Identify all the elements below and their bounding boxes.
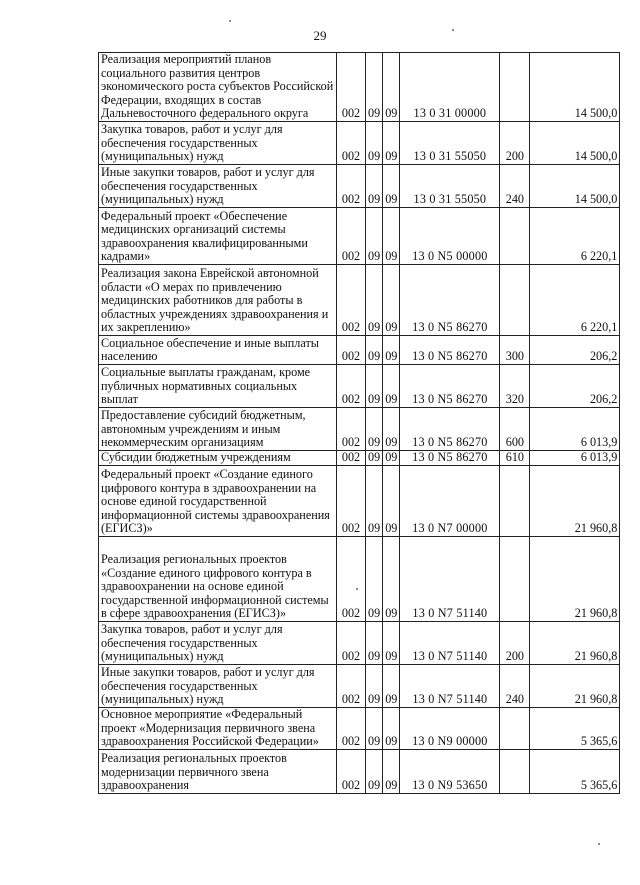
row-subsection-cell: 09: [383, 536, 400, 621]
row-name-cell: Закупка товаров, работ и услуг для обеспечения государственных (муниципальных) нужд: [99, 621, 337, 664]
row-subsection-cell: 09: [383, 121, 400, 164]
scan-speck: [598, 843, 600, 845]
row-name-cell: Реализация региональных проектов «Создание единого цифрового контура в здравоохранении на основе единой государственной информационной системы в сфере здравоохранения (ЕГИСЗ)»: [99, 536, 337, 621]
table-row: [99, 536, 620, 621]
table-row: [99, 164, 620, 207]
row-subsection-cell: 09: [383, 749, 400, 793]
row-amount-cell: 206,2: [530, 364, 620, 407]
row-expense-type-cell: [500, 264, 530, 335]
row-expense-type-cell: 200: [500, 121, 530, 164]
row-grbs-cell: 002: [337, 450, 366, 465]
row-section-cell: 09: [366, 536, 383, 621]
row-subsection-cell: 09: [383, 53, 400, 122]
row-amount-cell: 5 365,6: [530, 707, 620, 749]
row-subsection-cell: 09: [383, 664, 400, 707]
row-name-cell: Закупка товаров, работ и услуг для обеспечения государственных (муниципальных) нужд: [99, 121, 337, 164]
row-target-article-cell: 13 0 N5 86270: [400, 264, 500, 335]
row-grbs-cell: 002: [337, 407, 366, 450]
budget-table: [98, 52, 620, 794]
row-amount-cell: 21 960,8: [530, 621, 620, 664]
row-subsection-cell: 09: [383, 621, 400, 664]
row-section-cell: 09: [366, 450, 383, 465]
row-subsection-cell: 09: [383, 364, 400, 407]
row-name-cell: Социальное обеспечение и иные выплаты населению: [99, 335, 337, 364]
row-name-cell: Реализация региональных проектов модернизации первичного звена здравоохранения: [99, 749, 337, 793]
row-section-cell: 09: [366, 621, 383, 664]
row-amount-cell: 206,2: [530, 335, 620, 364]
row-name-cell: Предоставление субсидий бюджетным, автономным учреждениям и иным некоммерческим организациям: [99, 407, 337, 450]
row-target-article-cell: 13 0 N5 86270: [400, 335, 500, 364]
row-expense-type-cell: 600: [500, 407, 530, 450]
row-expense-type-cell: 240: [500, 164, 530, 207]
row-grbs-cell: 002: [337, 465, 366, 536]
page-number: 29: [313, 28, 327, 43]
table-row: [99, 407, 620, 450]
row-expense-type-cell: 610: [500, 450, 530, 465]
row-amount-cell: 21 960,8: [530, 465, 620, 536]
row-grbs-cell: 002: [337, 264, 366, 335]
row-section-cell: 09: [366, 335, 383, 364]
row-target-article-cell: 13 0 N5 00000: [400, 207, 500, 264]
table-row: [99, 121, 620, 164]
row-amount-cell: 21 960,8: [530, 664, 620, 707]
row-name-cell: Федеральный проект «Создание единого цифрового контура в здравоохранении на основе единой государственной информационной системы здравоохранения (ЕГИСЗ)»: [99, 465, 337, 536]
row-section-cell: 09: [366, 364, 383, 407]
row-grbs-cell: 002: [337, 53, 366, 122]
row-amount-cell: 6 013,9: [530, 407, 620, 450]
scan-speck: [229, 20, 231, 22]
row-name-cell: Реализация закона Еврейской автономной области «О мерах по привлечению медицинских работников для работы в областных учреждениях здравоохранения и их закреплению»: [99, 264, 337, 335]
scan-speck: [356, 588, 358, 590]
row-section-cell: 09: [366, 164, 383, 207]
row-grbs-cell: 002: [337, 121, 366, 164]
row-section-cell: 09: [366, 707, 383, 749]
row-section-cell: 09: [366, 264, 383, 335]
row-section-cell: 09: [366, 121, 383, 164]
row-section-cell: 09: [366, 465, 383, 536]
row-target-article-cell: 13 0 N5 86270: [400, 364, 500, 407]
row-amount-cell: 6 220,1: [530, 207, 620, 264]
row-target-article-cell: 13 0 N9 00000: [400, 707, 500, 749]
row-amount-cell: 21 960,8: [530, 536, 620, 621]
row-expense-type-cell: 200: [500, 621, 530, 664]
row-section-cell: 09: [366, 207, 383, 264]
row-grbs-cell: 002: [337, 536, 366, 621]
table-row: [99, 207, 620, 264]
row-grbs-cell: 002: [337, 335, 366, 364]
row-subsection-cell: 09: [383, 465, 400, 536]
row-amount-cell: 14 500,0: [530, 121, 620, 164]
row-target-article-cell: 13 0 31 55050: [400, 164, 500, 207]
row-section-cell: 09: [366, 53, 383, 122]
row-grbs-cell: 002: [337, 749, 366, 793]
table-row: [99, 53, 620, 122]
row-grbs-cell: 002: [337, 621, 366, 664]
table-row: [99, 450, 620, 465]
row-target-article-cell: 13 0 31 00000: [400, 53, 500, 122]
row-amount-cell: 6 013,9: [530, 450, 620, 465]
row-amount-cell: 14 500,0: [530, 53, 620, 122]
row-subsection-cell: 09: [383, 207, 400, 264]
table-row: [99, 335, 620, 364]
row-expense-type-cell: 300: [500, 335, 530, 364]
table-row: [99, 264, 620, 335]
row-grbs-cell: 002: [337, 364, 366, 407]
row-subsection-cell: 09: [383, 335, 400, 364]
row-name-cell: Социальные выплаты гражданам, кроме публичных нормативных социальных выплат: [99, 364, 337, 407]
row-target-article-cell: 13 0 N9 53650: [400, 749, 500, 793]
row-name-cell: Иные закупки товаров, работ и услуг для обеспечения государственных (муниципальных) нужд: [99, 664, 337, 707]
row-section-cell: 09: [366, 664, 383, 707]
row-subsection-cell: 09: [383, 407, 400, 450]
row-target-article-cell: 13 0 N7 51140: [400, 621, 500, 664]
row-target-article-cell: 13 0 N7 51140: [400, 536, 500, 621]
row-amount-cell: 14 500,0: [530, 164, 620, 207]
row-name-cell: Иные закупки товаров, работ и услуг для обеспечения государственных (муниципальных) нужд: [99, 164, 337, 207]
row-name-cell: Основное мероприятие «Федеральный проект «Модернизация первичного звена здравоохранения Российской Федерации»: [99, 707, 337, 749]
table-row: [99, 749, 620, 793]
row-grbs-cell: 002: [337, 207, 366, 264]
row-expense-type-cell: [500, 749, 530, 793]
row-expense-type-cell: [500, 207, 530, 264]
row-subsection-cell: 09: [383, 707, 400, 749]
table-row: [99, 707, 620, 749]
row-grbs-cell: 002: [337, 664, 366, 707]
row-target-article-cell: 13 0 N7 00000: [400, 465, 500, 536]
table-row: [99, 465, 620, 536]
row-expense-type-cell: 240: [500, 664, 530, 707]
row-subsection-cell: 09: [383, 164, 400, 207]
row-expense-type-cell: 320: [500, 364, 530, 407]
row-expense-type-cell: [500, 707, 530, 749]
row-subsection-cell: 09: [383, 264, 400, 335]
row-target-article-cell: 13 0 N5 86270: [400, 450, 500, 465]
row-grbs-cell: 002: [337, 707, 366, 749]
row-amount-cell: 6 220,1: [530, 264, 620, 335]
table-row: [99, 664, 620, 707]
row-section-cell: 09: [366, 749, 383, 793]
row-target-article-cell: 13 0 31 55050: [400, 121, 500, 164]
row-amount-cell: 5 365,6: [530, 749, 620, 793]
scan-speck: [452, 29, 454, 31]
row-target-article-cell: 13 0 N7 51140: [400, 664, 500, 707]
row-expense-type-cell: [500, 465, 530, 536]
row-name-cell: Субсидии бюджетным учреждениям: [99, 450, 337, 465]
row-target-article-cell: 13 0 N5 86270: [400, 407, 500, 450]
row-subsection-cell: 09: [383, 450, 400, 465]
row-expense-type-cell: [500, 53, 530, 122]
row-name-cell: Федеральный проект «Обеспечение медицинских организаций системы здравоохранения квалифицированными кадрами»: [99, 207, 337, 264]
table-row: [99, 364, 620, 407]
row-section-cell: 09: [366, 407, 383, 450]
row-name-cell: Реализация мероприятий планов социального развития центров экономического роста субъектов Российской Федерации, входящих в состав Дальневосточного федерального округа: [99, 53, 337, 122]
table-row: [99, 621, 620, 664]
row-grbs-cell: 002: [337, 164, 366, 207]
row-expense-type-cell: [500, 536, 530, 621]
